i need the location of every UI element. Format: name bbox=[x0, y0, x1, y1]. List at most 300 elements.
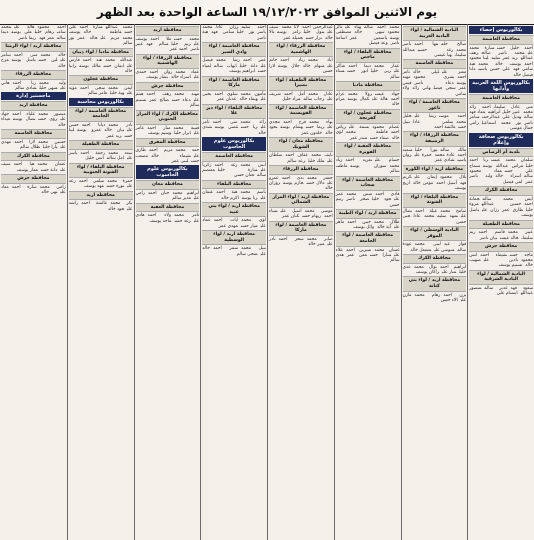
name-list bbox=[202, 218, 266, 229]
name-list bbox=[136, 191, 200, 202]
name-entry: مالك سالم bbox=[440, 147, 467, 153]
name-entry: رهام محمد bbox=[414, 292, 441, 298]
name-entry: علي حسن bbox=[68, 25, 133, 36]
name-entry: نور سالم bbox=[68, 35, 133, 47]
name-entry: هبة ناصر bbox=[202, 30, 266, 41]
name-entry: يوسف خالد محمد bbox=[478, 61, 522, 67]
name-entry: لمياء حسن bbox=[202, 63, 266, 75]
name-entry: عفاف احمد bbox=[285, 153, 309, 159]
section-heading: محافظة العاصمة / لواء الجامعة bbox=[336, 231, 400, 246]
name-entry: راكان يوسف bbox=[415, 270, 440, 276]
name-entry: نادين علي bbox=[483, 257, 519, 263]
name-list bbox=[69, 179, 133, 190]
name-entry: آية خالد bbox=[377, 225, 392, 231]
name-list bbox=[336, 220, 400, 231]
name-list bbox=[403, 209, 467, 225]
name-entry: ياسمين عمر bbox=[349, 35, 388, 41]
name-entry: سهام خالد bbox=[302, 63, 325, 69]
name-entry: خالد محمد bbox=[40, 52, 66, 58]
name-entry: محمد عبدالله bbox=[105, 25, 133, 30]
column-7 bbox=[67, 24, 134, 540]
name-entry: ربا حسن bbox=[240, 125, 258, 131]
name-entry: ابرار خليل bbox=[174, 131, 191, 137]
name-entry: علي حسن ياسين bbox=[478, 67, 511, 73]
name-entry: عبدالله محمد bbox=[105, 58, 133, 64]
name-entry: عاطف سالم bbox=[335, 163, 400, 175]
name-entry: ايمان حسن bbox=[103, 63, 125, 69]
name-entry: روزان خالد bbox=[269, 181, 333, 192]
name-entry: عمر احمد bbox=[242, 58, 266, 64]
name-entry: صفاء حسن bbox=[370, 135, 389, 141]
name-entry: يوسف علي bbox=[135, 36, 200, 47]
name-list bbox=[202, 92, 266, 103]
name-entry: نور خليل bbox=[236, 30, 255, 36]
name-list bbox=[69, 86, 133, 97]
page-header bbox=[0, 0, 534, 25]
name-entry: هاني رائد bbox=[412, 86, 431, 92]
name-entry: محمد حسن bbox=[174, 36, 200, 42]
column-6 bbox=[134, 24, 201, 540]
name-entry: هبة خليل bbox=[110, 91, 125, 97]
name-entry: رائد محمد bbox=[240, 119, 266, 125]
section-heading: محافظة الزرقاء bbox=[1, 70, 66, 80]
name-entry: عماد محمود سالم bbox=[469, 169, 533, 180]
name-entry: ديانا احمد bbox=[81, 123, 106, 129]
name-list bbox=[403, 42, 467, 58]
name-entry: فارس علي bbox=[68, 58, 133, 69]
section-heading: محافظة العاصمة bbox=[202, 152, 266, 162]
name-entry: عماد محمد bbox=[175, 70, 200, 75]
section-heading: محافظة البلقاء / لواء ماحص bbox=[336, 48, 400, 63]
name-entry: سارة احمد bbox=[11, 184, 37, 190]
name-entry: مهند يوسف bbox=[402, 75, 467, 86]
name-entry: سوسن علي bbox=[434, 247, 455, 253]
section-heading: محافظة اربد / لواء الرمثا bbox=[1, 42, 66, 52]
name-entry: صالح عمر bbox=[149, 97, 169, 103]
name-entry: علياء احمد bbox=[12, 112, 36, 118]
name-entry: طارق عمر bbox=[502, 207, 524, 213]
name-entry: رعد علي bbox=[68, 178, 133, 190]
name-entry: ريما حسن bbox=[305, 125, 325, 131]
name-entry: ولاء احمد bbox=[147, 213, 171, 219]
name-list bbox=[269, 176, 333, 192]
name-entry: قصي يوسف bbox=[214, 125, 238, 131]
name-entry: شيماء احمد bbox=[480, 252, 507, 258]
name-entry: طلال سالم bbox=[19, 145, 40, 151]
name-entry: نادر علي bbox=[269, 237, 333, 248]
name-entry: سامح محمد bbox=[440, 208, 467, 214]
section-heading: محافظة معان / لواء الشوبك bbox=[269, 137, 333, 152]
name-entry: سيف علي bbox=[269, 25, 333, 36]
name-entry: عبير خالد bbox=[308, 242, 325, 248]
name-entry: عبير محمد bbox=[507, 230, 533, 236]
section-heading: محافظة العاصمة / لواء ماركا bbox=[269, 221, 333, 236]
section-heading: محافظة معان bbox=[136, 180, 200, 190]
section-heading: محافظة العاصمة / لواء ناعور bbox=[403, 98, 467, 113]
name-entry: خالد علي bbox=[202, 246, 266, 257]
name-entry: ملك خليل bbox=[308, 158, 325, 164]
name-entry: احمد عمر bbox=[169, 47, 188, 53]
section-heading: محافظة الطفيلة / لواء بصيرا bbox=[269, 76, 333, 91]
name-entry: هدى سالم bbox=[335, 253, 400, 264]
name-entry: رؤى حسن bbox=[38, 117, 58, 123]
name-entry: خليل محمد bbox=[402, 114, 467, 125]
name-entry: هاني علي bbox=[1, 80, 66, 92]
name-entry: رانيا خالد bbox=[68, 63, 133, 75]
name-entry: صهيب خالد bbox=[469, 257, 533, 269]
name-entry: مريم احمد bbox=[148, 148, 173, 154]
section-heading: محافظة مادبا / لواء ذيبان bbox=[69, 48, 133, 58]
name-entry: علا احمد bbox=[150, 36, 171, 42]
name-entry: رحاب سالم bbox=[303, 97, 325, 103]
name-list bbox=[403, 242, 467, 253]
name-entry: يارا خليل bbox=[42, 145, 58, 151]
name-entry: بشرى محمود bbox=[413, 75, 455, 81]
section-heading: محافظة العاصمة / لواء ماركا bbox=[202, 76, 266, 91]
name-entry: هالة علي bbox=[14, 25, 35, 30]
name-entry: محمد ياسر bbox=[202, 25, 266, 36]
name-list bbox=[136, 37, 200, 53]
name-entry: لين حسن bbox=[38, 58, 58, 64]
name-entry: قاسم احمد bbox=[478, 230, 505, 236]
name-entry: خلدون عمر bbox=[301, 130, 323, 136]
name-entry: رنا احمد bbox=[12, 80, 36, 86]
section-heading: محافظة اربد / لواء الكورة bbox=[403, 165, 467, 175]
name-entry: انس محمود bbox=[469, 252, 533, 263]
name-entry: فاطمة محمد bbox=[345, 130, 388, 136]
degree-band: بكالوريوس صحافة وإعلام bbox=[469, 133, 533, 147]
name-list bbox=[69, 25, 133, 47]
name-entry: وسيم يوسف bbox=[147, 131, 172, 137]
name-entry: رغد حسن bbox=[174, 218, 191, 224]
name-entry: شريف علي bbox=[269, 91, 333, 103]
name-entry: أسيل احمد bbox=[436, 180, 457, 186]
name-entry: بيان خالد bbox=[104, 128, 125, 134]
name-entry: رهف احمد bbox=[146, 92, 172, 98]
name-entry: علاء علي bbox=[335, 247, 400, 259]
name-entry: محمد سامي bbox=[1, 25, 66, 36]
name-list bbox=[403, 148, 467, 164]
name-entry: احمد محمود bbox=[37, 25, 66, 30]
name-entry: سلطان علي bbox=[269, 153, 333, 164]
name-entry: مهدي عمر bbox=[218, 223, 238, 229]
name-entry: نايف محمد bbox=[311, 153, 333, 159]
name-list bbox=[469, 230, 533, 241]
name-entry: وليد محمد bbox=[38, 80, 66, 86]
name-entry: عدي خليل bbox=[402, 264, 467, 276]
section-heading: محافظة جرش bbox=[1, 174, 66, 184]
name-entry: جهاد عيسى bbox=[375, 91, 400, 97]
section-heading: محافظة العاصمة / لواء وادي السير bbox=[202, 42, 266, 57]
name-list bbox=[136, 70, 200, 81]
name-entry: حسام علي bbox=[374, 158, 400, 164]
name-list bbox=[136, 148, 200, 164]
name-entry: فراس عبدالله يوسف bbox=[482, 163, 524, 169]
name-entry: حسين محمد bbox=[38, 139, 66, 145]
name-entry: سلوى احمد bbox=[214, 91, 238, 97]
name-entry: مراد خليل bbox=[282, 97, 301, 103]
name-entry: نضال علي bbox=[402, 208, 467, 220]
name-entry: سالم فهد bbox=[146, 42, 169, 47]
name-entry: اسيل علي bbox=[280, 209, 302, 215]
name-entry: حسين عبدالله bbox=[481, 202, 522, 208]
name-entry: فهد يوسف bbox=[84, 184, 104, 190]
name-entry: اسراء خالد bbox=[171, 75, 191, 81]
name-entry: ايهاب سالم bbox=[213, 63, 237, 69]
section-heading: محافظة الكرك bbox=[469, 186, 533, 196]
section-heading: محافظة العاصمة bbox=[469, 94, 533, 104]
name-entry: رامي محمد bbox=[39, 184, 66, 190]
name-entry: منصور عبدالله bbox=[469, 285, 533, 297]
name-entry: معاذ علي bbox=[1, 184, 66, 196]
name-list bbox=[69, 151, 133, 162]
name-entry: نجود خالد bbox=[269, 125, 333, 136]
name-entry: نضال يوسف bbox=[13, 117, 36, 123]
section-heading: محافظة العاصمة / لواء سحاب bbox=[336, 176, 400, 191]
name-entry: جعفر محمد bbox=[306, 175, 333, 181]
name-entry: خالد عمر bbox=[77, 35, 98, 41]
name-entry: مؤيد علي bbox=[68, 86, 133, 97]
name-entry: ابراهيم يوسف bbox=[229, 69, 256, 75]
name-entry: نبيل حسن bbox=[402, 119, 467, 131]
name-entry: هناء علي bbox=[345, 25, 362, 30]
name-entry: لؤي محمد bbox=[241, 218, 266, 224]
section-heading: محافظة العاصمة / لواء الجامعة bbox=[69, 107, 133, 122]
name-entry: حنين احمد bbox=[347, 219, 371, 225]
name-entry: عثمان علي bbox=[202, 190, 266, 201]
name-entry: رغد حسين bbox=[417, 47, 454, 53]
name-entry: سهى خليل bbox=[39, 86, 58, 92]
name-entry: صابر محمد bbox=[306, 237, 333, 243]
name-entry: معن عمر bbox=[346, 253, 367, 259]
section-heading: البادية الشمالية / لواء البادية الغربية bbox=[403, 26, 467, 41]
name-list bbox=[469, 158, 533, 185]
name-entry: ضحى سالم bbox=[236, 251, 258, 257]
name-entry: عبير خليل ابراهيم bbox=[488, 110, 520, 116]
name-entry: نوال محمد bbox=[413, 264, 437, 270]
name-entry: جهاد علي bbox=[1, 112, 66, 123]
name-entry: بلال محمود bbox=[439, 175, 467, 181]
name-entry: شهد سليم bbox=[437, 214, 458, 220]
name-entry: بهاء محمد bbox=[309, 119, 333, 125]
name-entry: عدنان عمر bbox=[216, 97, 237, 103]
name-list bbox=[1, 185, 66, 196]
section-heading: محافظة البلقاء / لواء الشونة bbox=[403, 193, 467, 208]
name-entry: مرام خالد bbox=[335, 97, 400, 108]
name-entry: وائل يوسف bbox=[353, 225, 375, 231]
name-entry: طارق علي bbox=[135, 148, 200, 159]
name-entry: لؤي خالد bbox=[335, 130, 400, 141]
name-entry: ربى خليل bbox=[371, 69, 392, 75]
name-entry: سهى خالد bbox=[354, 30, 385, 36]
name-entry: ثامر محمد bbox=[173, 213, 200, 219]
name-entry: غدير سالم bbox=[484, 285, 508, 291]
section-heading: محافظة عجلون bbox=[69, 75, 133, 85]
name-list bbox=[1, 162, 66, 173]
name-list bbox=[469, 46, 533, 78]
name-entry: لينا محمود احمد bbox=[469, 56, 533, 67]
name-entry: جنى حسن bbox=[402, 214, 467, 225]
section-heading: محافظة الكرك / لواء المزار الجنوبي bbox=[136, 110, 200, 125]
name-entry: لارا احمد bbox=[14, 139, 36, 145]
name-list bbox=[336, 125, 400, 141]
name-list bbox=[269, 237, 333, 248]
name-entry: انس خليل bbox=[85, 156, 104, 162]
name-entry: باسل يوسف bbox=[11, 58, 36, 64]
name-entry: مهند محمد bbox=[174, 92, 200, 98]
name-entry: عزام احمد bbox=[335, 91, 400, 103]
section-heading: محافظة الطفيلة bbox=[69, 140, 133, 150]
name-entry: نبيل محمد bbox=[241, 246, 267, 252]
name-entry: ميار حسن bbox=[240, 223, 258, 229]
name-entry: نهى خالد bbox=[41, 190, 58, 196]
name-list bbox=[403, 175, 467, 191]
name-entry: منى عادل سليمان bbox=[493, 104, 533, 110]
name-entry: كنان عمر bbox=[281, 214, 300, 220]
name-entry: زيد عمر bbox=[106, 133, 122, 139]
name-entry: طلال محمد bbox=[373, 219, 400, 225]
name-entry: دانة حسن bbox=[40, 167, 58, 173]
name-entry: رعد سالم bbox=[287, 158, 306, 164]
name-entry: كريم فهد bbox=[402, 175, 467, 186]
name-entry: تالا خالد bbox=[269, 30, 333, 41]
name-entry: غادة محمد bbox=[434, 153, 455, 159]
name-entry: ديما احمد bbox=[348, 63, 371, 69]
name-entry: رامي جمال موسى bbox=[469, 120, 533, 132]
section-heading: محافظة البلقاء bbox=[202, 180, 266, 190]
name-entry: فاطمة خالد bbox=[83, 30, 122, 36]
name-list bbox=[202, 246, 266, 257]
name-list bbox=[202, 163, 266, 179]
name-entry: قتيبة محمد bbox=[173, 125, 200, 131]
name-entry: غيداء خالد bbox=[1, 117, 66, 128]
name-entry: احمد رائد محمد bbox=[469, 104, 533, 116]
name-entry: عائشة احمد bbox=[434, 125, 456, 131]
name-entry: سمر احمد bbox=[212, 246, 239, 252]
name-entry: حنان احمد bbox=[147, 191, 170, 197]
section-heading: محافظة اربد bbox=[136, 26, 200, 36]
name-entry: ابتسام علي bbox=[496, 291, 518, 297]
name-entry: نسرين احمد bbox=[346, 247, 372, 253]
name-entry: منصور محمد bbox=[38, 112, 66, 118]
name-entry: مشعل خالد bbox=[410, 247, 432, 253]
name-entry: نور محمد اسماعيل bbox=[481, 120, 522, 126]
name-entry: سعد محمد bbox=[108, 150, 133, 156]
name-entry: ريهام حسن bbox=[302, 214, 321, 220]
name-entry: حاتم علي bbox=[269, 58, 333, 69]
name-entry: باسم محمد bbox=[240, 190, 266, 196]
name-list bbox=[469, 105, 533, 132]
section-heading: محافظة الكرك bbox=[403, 254, 467, 264]
name-entry: مازن علي bbox=[402, 292, 467, 304]
name-entry: مرح خالد bbox=[1, 58, 66, 69]
name-entry: مروة خليل bbox=[469, 202, 533, 213]
name-entry: اياد محمد bbox=[307, 58, 333, 64]
name-entry: ندى احمد bbox=[281, 175, 304, 181]
name-entry: غدير سالم bbox=[172, 196, 191, 202]
name-entry: ناصر محمد bbox=[402, 42, 467, 53]
name-entry: جود خليل bbox=[372, 197, 392, 203]
name-entry: احمد خليل حسن bbox=[497, 45, 533, 51]
section-heading: البادية الشمالية / لواء البادية الشرقية bbox=[469, 270, 533, 285]
name-entry: حمزة علي bbox=[414, 153, 432, 159]
name-entry: جود خالد bbox=[107, 206, 125, 212]
name-entry: دعاء حسن bbox=[171, 97, 191, 103]
name-entry: عادل محمد bbox=[308, 91, 333, 97]
name-list bbox=[336, 158, 400, 174]
name-entry: اريج يوسف bbox=[402, 180, 467, 192]
name-entry: سامي فهد bbox=[211, 30, 234, 36]
name-entry: غسان محمد bbox=[374, 247, 400, 253]
name-entry: كمال يوسف bbox=[347, 97, 370, 103]
name-entry: ثامر احمد bbox=[402, 70, 467, 81]
name-entry: منار احمد bbox=[147, 125, 171, 131]
name-entry: شذى خالد bbox=[202, 125, 266, 136]
name-list bbox=[202, 58, 266, 74]
name-entry: لينا حسن bbox=[68, 128, 133, 139]
name-entry: منى احمد bbox=[212, 119, 238, 125]
name-entry: رشا علي bbox=[414, 114, 437, 120]
name-entry: علي يوسف bbox=[11, 30, 32, 36]
name-entry: زياد محمد bbox=[335, 158, 400, 169]
name-entry: ماهر علي bbox=[335, 219, 400, 231]
name-entry: سارة احمد bbox=[79, 25, 103, 30]
name-entry: جلال يوسف bbox=[277, 63, 300, 69]
name-entry: رهام خليل bbox=[34, 30, 55, 36]
name-entry: رزان عادل bbox=[215, 25, 239, 30]
section-heading: محافظة الزرقاء / لواء الهاشمية bbox=[269, 42, 333, 57]
name-entry: حسن علي bbox=[68, 123, 133, 134]
section-heading: محافظة اربد bbox=[69, 191, 133, 201]
name-entry: عثمان محمد bbox=[37, 162, 66, 168]
name-entry: ثامر علي bbox=[202, 119, 266, 131]
name-entry: رنيم حسن bbox=[335, 197, 400, 208]
name-list bbox=[469, 197, 533, 219]
name-entry: ماجد حسن bbox=[509, 252, 533, 258]
name-entry: منى احمد bbox=[13, 52, 38, 58]
name-entry: تسنيم يوسف bbox=[498, 263, 523, 269]
name-entry: سارة محمد علي bbox=[469, 45, 533, 56]
name-entry: سارا حسن bbox=[369, 253, 392, 259]
name-entry: عامر علي bbox=[135, 125, 200, 137]
column-3 bbox=[334, 24, 401, 540]
name-entry: عمر علي bbox=[335, 191, 400, 203]
name-entry: سحر احمد bbox=[278, 237, 304, 243]
name-entry: محمد عادل bbox=[413, 214, 435, 220]
name-entry: نورة حسن bbox=[106, 184, 125, 190]
degree-band: بكالوريوس محاسبة bbox=[69, 98, 133, 106]
name-entry: حازم يوسف bbox=[283, 181, 304, 187]
section-heading: محافظة العاصمة bbox=[469, 35, 533, 45]
section-heading: محافظة الزرقاء / لواء الهاشمية bbox=[136, 54, 200, 69]
name-list bbox=[136, 126, 200, 137]
name-list bbox=[269, 25, 333, 41]
name-entry: مريم علي bbox=[100, 35, 120, 41]
section-heading: محافظة عجلون / لواء كفرنجة bbox=[336, 109, 400, 124]
name-entry: زكريا علي bbox=[202, 162, 266, 174]
name-list bbox=[269, 153, 333, 164]
name-entry: ماجد يوسف bbox=[149, 218, 172, 224]
name-entry: ولاء سامي bbox=[402, 86, 467, 97]
column-1 bbox=[467, 24, 534, 540]
name-entry: هالة علي bbox=[372, 97, 388, 103]
name-entry: صالح خلف bbox=[441, 42, 467, 48]
name-entry: رياض احمد bbox=[335, 125, 400, 136]
name-entry: عمرو يوسف bbox=[77, 128, 102, 134]
name-entry: رامز يوسف bbox=[277, 30, 301, 36]
name-entry: عبلة احمد bbox=[415, 208, 438, 214]
section-heading: محافظة البلقاء / لواء الشونة الجنوبية bbox=[69, 163, 133, 178]
